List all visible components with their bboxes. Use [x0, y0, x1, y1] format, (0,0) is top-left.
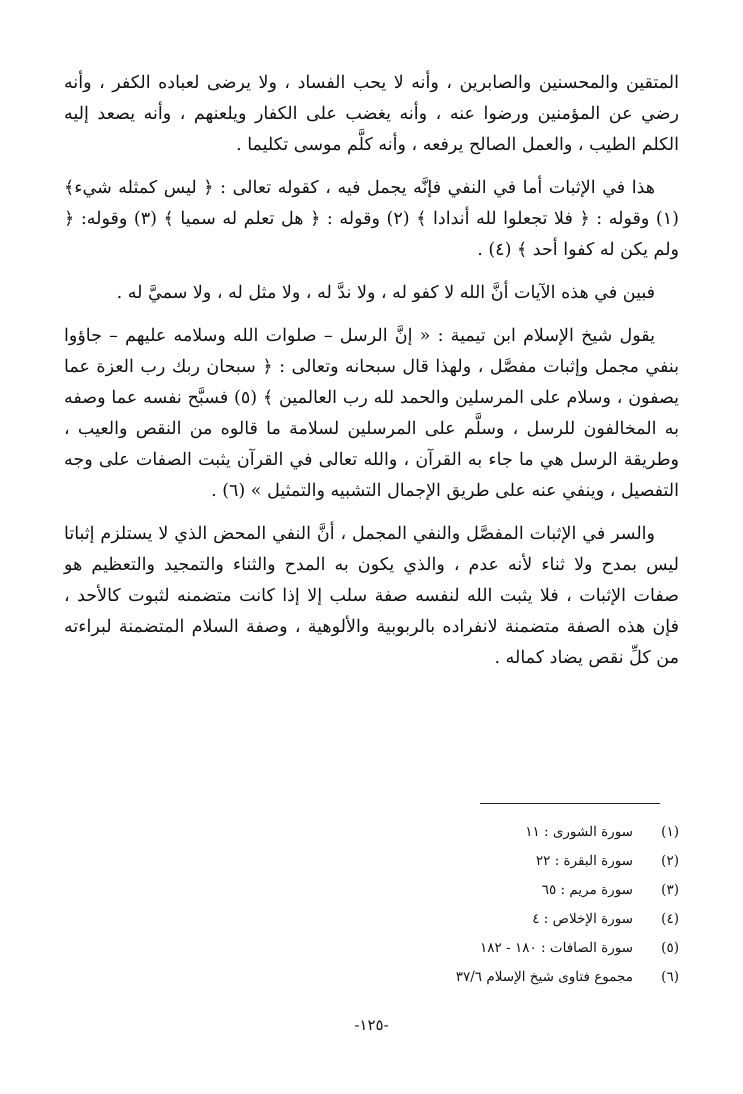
paragraph: والسر في الإثبات المفصَّل والنفي المجمل ، أنَّ النفي المحض الذي لا يستلزم إثباتا ليس بمدح ولا ثناء لأنه عدم ، والذي يكون به المدح والثناء والتمجيد والتعظيم هو صفات الإثبات ، فلا يثبت الله لنفسه صفة سلب إلا إذا كانت متضمنه لثبوت كالأحد ، فإن هذه الصفة متضمنة لانفراده بالربوبية والألوهية ، وصفة السلام المتضمنة لبراءته من كلِّ نقص يضاد كماله . [64, 524, 679, 668]
main-text [64, 68, 679, 686]
footnotes [319, 818, 679, 992]
paragraph: هذا في الإثبات أما في النفي فإنَّه يجمل فيه ، كقوله تعالى : ﴿ ليس كمثله شيء﴾ (١) وقوله : ﴿ فلا تجعلوا لله أندادا ﴾ (٢) وقوله : ﴿ هل تعلم له سميا ﴾ (٣) وقوله: ﴿ ولم يكن له كفوا أحد ﴾ (٤) . [64, 178, 679, 260]
page-number: -١٢٥- [354, 1016, 389, 1034]
footnote-number: (١) [661, 824, 679, 840]
footnote-text: سورة البقرة : ٢٢ [535, 853, 633, 869]
paragraph: فبين في هذه الآيات أنَّ الله لا كفو له ، ولا ندَّ له ، ولا مثل له ، ولا سميَّ له . [116, 283, 655, 303]
footnote [319, 963, 679, 992]
paragraph: يقول شيخ الإسلام ابن تيمية : « إنَّ الرسل – صلوات الله وسلامه عليهم – جاؤوا بنفي مجمل وإثبات مفصَّل ، ولهذا قال سبحانه وتعالى : ﴿ سبحان ربك رب العزة عما يصفون ، وسلام على المرسلين والحمد لله رب العالمين ﴾ (٥) فسبَّح نفسه عما وصفه به المخالفون للرسل ، وسلَّم على المرسلين لسلامة ما قالوه من النقص والعيب ، وطريقة الرسل هي ما جاء به القرآن ، والله تعالى في القرآن يثبت الصفات على وجه التفصيل ، وينفي عنه على طريق الإجمال التشبيه والتمثيل » (٦) . [64, 326, 679, 501]
paragraph: المتقين والمحسنين والصابرين ، وأنه لا يحب الفساد ، ولا يرضى لعباده الكفر ، وأنه رضي عن المؤمنين ورضوا عنه ، وأنه يغضب على الكفار ويلعنهم ، وأنه يصعد إليه الكلم الطيب ، والعمل الصالح يرفعه ، وأنه كلَّم موسى تكليما . [64, 73, 679, 155]
footnote-number: (٦) [661, 969, 679, 985]
footnote [319, 934, 679, 963]
footnote-separator [480, 803, 660, 804]
footnote-number: (٢) [661, 853, 679, 869]
footnote-text: سورة الصافات : ١٨٠ - ١٨٢ [480, 940, 633, 956]
footnote-number: (٤) [661, 911, 679, 927]
footnote-text: مجموع فتاوى شيخ الإسلام ٣٧/٦ [455, 969, 633, 985]
footnote-text: سورة مريم : ٦٥ [541, 882, 633, 898]
footnote [319, 818, 679, 847]
footnote-number: (٣) [661, 882, 679, 898]
footnote [319, 905, 679, 934]
footnote [319, 876, 679, 905]
footnote [319, 847, 679, 876]
footnote-text: سورة الإخلاص : ٤ [532, 911, 633, 927]
footnote-number: (٥) [661, 940, 679, 956]
footnote-text: سورة الشورى : ١١ [525, 824, 633, 840]
